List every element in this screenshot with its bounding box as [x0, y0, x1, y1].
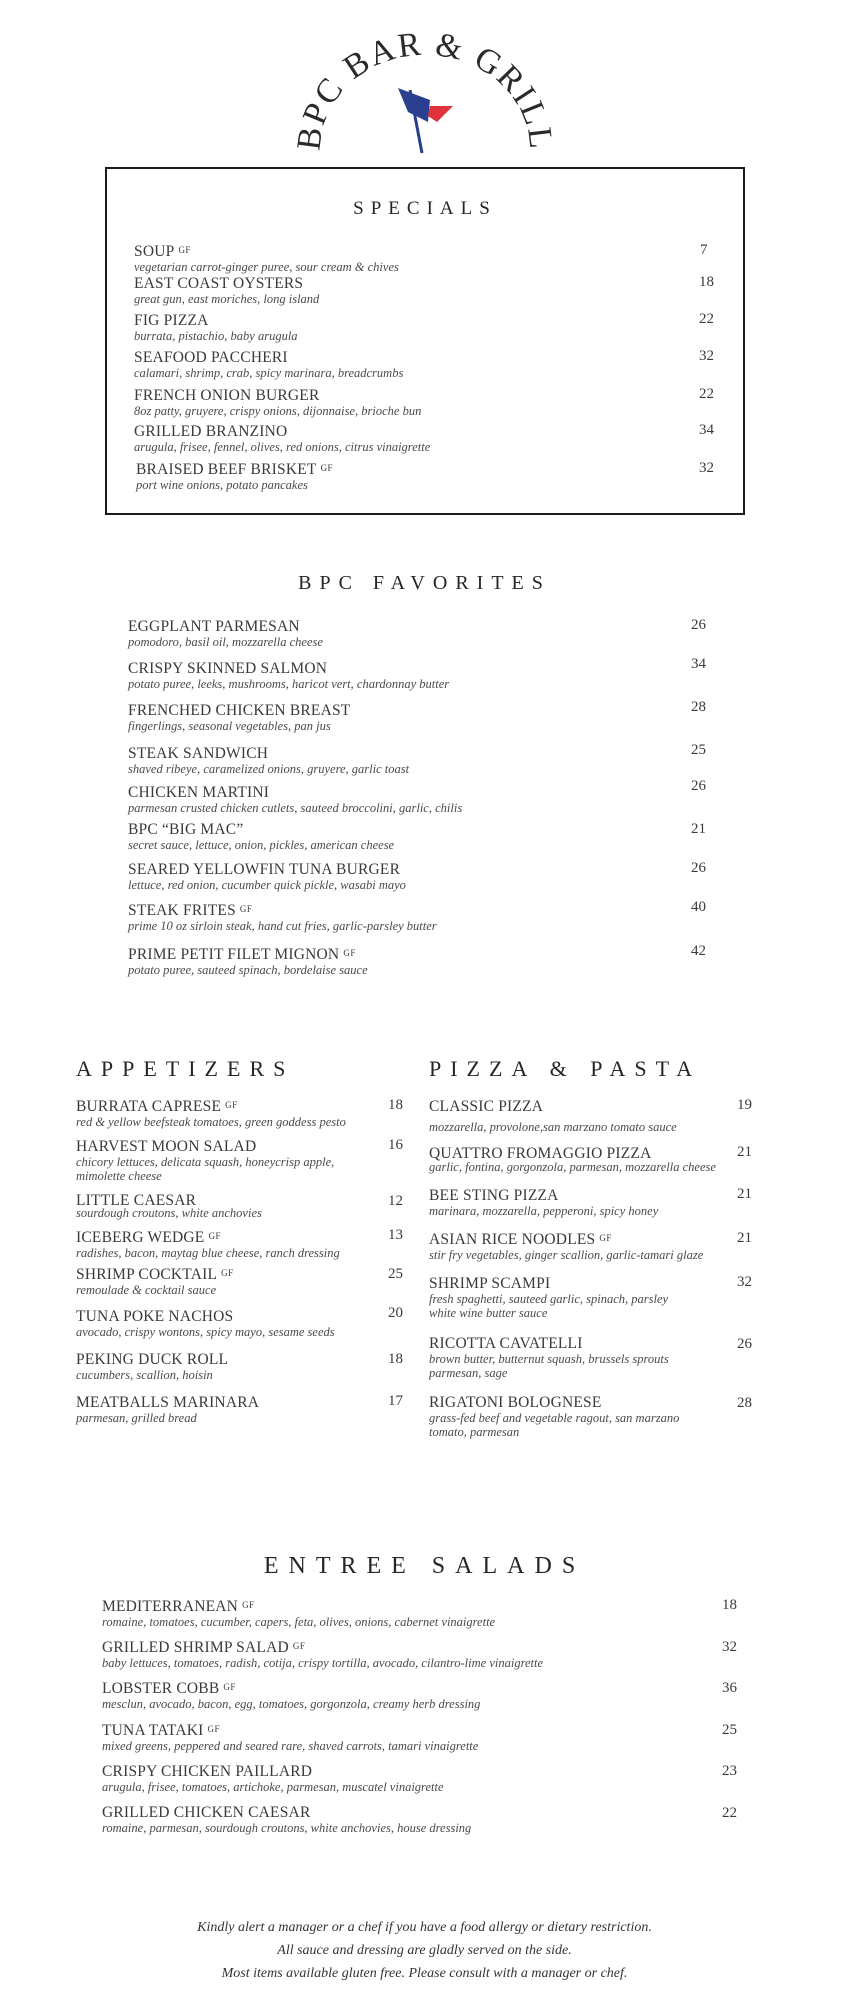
list-item: [128, 617, 323, 649]
item-name: SEARED YELLOWFIN TUNA BURGER: [128, 861, 401, 878]
list-item: [76, 1265, 234, 1297]
item-price: 42: [691, 943, 706, 959]
list-item: [128, 901, 437, 933]
item-description: remoulade & cocktail sauce: [76, 1283, 217, 1297]
item-name: HARVEST MOON SALAD: [76, 1138, 257, 1155]
item-price: 19: [737, 1097, 752, 1113]
favorites-title: BPC FAVORITES: [298, 572, 551, 594]
list-item: [128, 701, 354, 733]
item-description: arugula, frisee, fennel, olives, red onions, citrus vinaigrette: [134, 440, 431, 454]
item-price: 25: [691, 742, 706, 758]
item-name: EGGPLANT PARMESAN: [128, 618, 300, 635]
item-name: EAST COAST OYSTERS: [134, 275, 304, 292]
list-item: [429, 1144, 716, 1174]
list-item: [102, 1721, 478, 1753]
item-name: FRENCH ONION BURGER: [134, 387, 320, 404]
item-name: FIG PIZZA: [134, 312, 209, 329]
item-name: BPC “BIG MAC”: [128, 821, 244, 838]
item-name: SHRIMP COCKTAIL: [76, 1266, 218, 1283]
item-price: 36: [722, 1680, 737, 1696]
item-name: PEKING DUCK ROLL: [76, 1351, 229, 1368]
list-item: [134, 311, 298, 343]
item-price: 18: [699, 274, 714, 290]
item-price: 32: [699, 460, 714, 476]
item-price: 22: [699, 386, 714, 402]
list-item: [76, 1097, 346, 1129]
gf-badge: GF: [223, 1682, 236, 1692]
item-description: 8oz patty, gruyere, crispy onions, dijonnaise, brioche bun: [134, 404, 422, 418]
item-price: 13: [388, 1227, 403, 1243]
gf-badge: GF: [225, 1100, 238, 1110]
item-price: 16: [388, 1137, 403, 1153]
item-name: ASIAN RICE NOODLES: [429, 1231, 596, 1248]
item-name: ICEBERG WEDGE: [76, 1229, 205, 1246]
item-price: 26: [691, 860, 706, 876]
item-description: radishes, bacon, maytag blue cheese, ranch dressing: [76, 1246, 340, 1260]
item-description: burrata, pistachio, baby arugula: [134, 329, 298, 343]
list-item: [429, 1097, 677, 1134]
list-item: [76, 1191, 262, 1220]
list-item: [134, 386, 421, 418]
list-item: [128, 860, 406, 892]
gf-badge: GF: [242, 1600, 255, 1610]
item-description: port wine onions, potato pancakes: [136, 478, 308, 492]
item-name: FRENCHED CHICKEN BREAST: [128, 702, 351, 719]
item-name: CRISPY SKINNED SALMON: [128, 660, 328, 677]
item-name: LOBSTER COBB: [102, 1680, 220, 1697]
item-description: potato puree, sauteed spinach, bordelaise sauce: [128, 963, 368, 977]
gf-badge: GF: [207, 1724, 220, 1734]
item-price: 32: [722, 1639, 737, 1655]
item-description: avocado, crispy wontons, spicy mayo, sesame seeds: [76, 1325, 335, 1339]
appetizers-title: APPETIZERS: [76, 1056, 295, 1081]
list-item: [136, 460, 333, 492]
item-price: 18: [722, 1597, 737, 1613]
item-price: 25: [388, 1266, 403, 1282]
item-description: baby lettuces, tomatoes, radish, cotija, crispy tortilla, avocado, cilantro-lime vinaigrette: [102, 1656, 544, 1670]
item-name: TUNA POKE NACHOS: [76, 1308, 234, 1325]
list-item: [429, 1274, 689, 1320]
gf-badge: GF: [178, 245, 191, 255]
gf-badge: GF: [292, 1641, 306, 1651]
item-price: 23: [722, 1763, 737, 1779]
item-name: GRILLED SHRIMP SALAD: [102, 1639, 289, 1656]
item-price: 28: [737, 1395, 752, 1411]
item-price: 12: [388, 1193, 403, 1209]
item-name: CLASSIC PIZZA: [429, 1098, 544, 1115]
list-item: [102, 1803, 471, 1835]
item-description: parmesan, grilled bread: [76, 1411, 197, 1425]
list-item: [128, 744, 409, 776]
item-name: MEDITERRANEAN: [102, 1598, 239, 1615]
item-description: shaved ribeye, caramelized onions, gruyere, garlic toast: [128, 762, 410, 776]
item-name: SHRIMP SCAMPI: [429, 1275, 551, 1292]
item-price: 28: [691, 699, 706, 715]
item-price: 26: [737, 1336, 752, 1352]
gf-badge: GF: [239, 904, 253, 914]
item-name: RIGATONI BOLOGNESE: [429, 1394, 602, 1411]
item-name: CHICKEN MARTINI: [128, 784, 270, 801]
item-name: RICOTTA CAVATELLI: [429, 1335, 583, 1352]
item-name: BEE STING PIZZA: [429, 1187, 559, 1204]
item-price: 40: [691, 899, 706, 915]
list-item: [76, 1307, 335, 1339]
item-description: secret sauce, lettuce, onion, pickles, american cheese: [128, 838, 395, 852]
specials-title: SPECIALS: [353, 198, 497, 219]
item-name: PRIME PETIT FILET MIGNON: [128, 946, 340, 963]
list-item: [429, 1230, 703, 1262]
item-description: prime 10 oz sirloin steak, hand cut fries, garlic-parsley butter: [128, 919, 437, 933]
item-price: 25: [722, 1722, 737, 1738]
item-description: vegetarian carrot-ginger puree, sour cream & chives: [134, 260, 399, 274]
list-item: [429, 1334, 699, 1380]
gf-badge: GF: [221, 1268, 234, 1278]
list-item: [102, 1597, 495, 1629]
item-price: 34: [691, 656, 706, 672]
item-description: stir fry vegetables, ginger scallion, garlic-tamari glaze: [429, 1248, 704, 1262]
footer-line-2: All sauce and dressing are gladly served on the side.: [277, 1943, 572, 1958]
item-description: parmesan crusted chicken cutlets, sauteed broccolini, garlic, chilis: [128, 801, 463, 815]
item-price: 7: [700, 242, 708, 258]
list-item: [134, 422, 430, 454]
item-description: fingerlings, seasonal vegetables, pan jus: [128, 719, 331, 733]
item-description: romaine, parmesan, sourdough croutons, white anchovies, house dressing: [102, 1821, 472, 1835]
item-description: great gun, east moriches, long island: [134, 292, 320, 306]
item-description: mozzarella, provolone,san marzano tomato sauce: [429, 1120, 677, 1134]
list-item: [134, 242, 399, 274]
list-item: [134, 274, 319, 306]
item-description: arugula, frisee, tomatoes, artichoke, parmesan, muscatel vinaigrette: [102, 1780, 444, 1794]
item-description: garlic, fontina, gorgonzola, parmesan, mozzarella cheese: [429, 1160, 716, 1174]
item-description: fresh spaghetti, sauteed garlic, spinach, parsley white wine butter sauce: [429, 1292, 669, 1320]
pizza-pasta-title: PIZZA & PASTA: [429, 1056, 702, 1081]
item-price: 21: [737, 1230, 752, 1246]
item-price: 21: [737, 1186, 752, 1202]
gf-badge: GF: [320, 463, 334, 473]
brand-logo: [290, 20, 560, 160]
list-item: [102, 1638, 543, 1670]
gf-badge: GF: [343, 948, 356, 958]
item-price: 20: [388, 1305, 403, 1321]
item-name: SOUP: [134, 243, 175, 260]
item-price: 32: [699, 348, 714, 364]
item-name: GRILLED BRANZINO: [134, 423, 288, 440]
item-description: cucumbers, scallion, hoisin: [76, 1368, 213, 1382]
item-description: romaine, tomatoes, cucumber, capers, feta, olives, onions, cabernet vinaigrette: [102, 1615, 496, 1629]
list-item: [102, 1679, 480, 1711]
item-description: lettuce, red onion, cucumber quick pickle, wasabi mayo: [128, 878, 406, 892]
item-price: 26: [691, 778, 706, 794]
item-name: STEAK FRITES: [128, 902, 236, 919]
brand-name: BPC BAR & GRILL: [290, 25, 560, 153]
item-name: TUNA TATAKI: [102, 1722, 204, 1739]
item-description: chicory lettuces, delicata squash, honeycrisp apple, mimolette cheese: [76, 1155, 335, 1183]
item-name: CRISPY CHICKEN PAILLARD: [102, 1763, 313, 1780]
gf-badge: GF: [599, 1233, 612, 1243]
item-name: BRAISED BEEF BRISKET: [136, 461, 317, 478]
item-price: 34: [699, 422, 714, 438]
item-description: sourdough croutons, white anchovies: [76, 1206, 262, 1220]
item-description: red & yellow beefsteak tomatoes, green goddess pesto: [76, 1115, 346, 1129]
list-item: [128, 659, 449, 691]
item-name: LITTLE CAESAR: [76, 1192, 197, 1209]
item-price: 22: [699, 311, 714, 327]
list-item: [76, 1350, 232, 1382]
footer-line-3: Most items available gluten free. Please consult with a manager or chef.: [221, 1966, 628, 1981]
item-description: mixed greens, peppered and seared rare, shaved carrots, tamari vinaigrette: [102, 1739, 479, 1753]
list-item: [429, 1393, 694, 1439]
item-description: mesclun, avocado, bacon, egg, tomatoes, gorgonzola, creamy herb dressing: [102, 1697, 481, 1711]
item-description: brown butter, butternut squash, brussels sprouts parmesan, sage: [429, 1352, 669, 1380]
item-price: 32: [737, 1274, 752, 1290]
footer-line-1: Kindly alert a manager or a chef if you have a food allergy or dietary restriction.: [197, 1920, 652, 1935]
list-item: [128, 783, 462, 815]
item-name: BURRATA CAPRESE: [76, 1098, 222, 1115]
list-item: [429, 1186, 658, 1218]
entree-salads-title: ENTREE SALADS: [263, 1553, 586, 1579]
item-price: 22: [722, 1805, 737, 1821]
item-description: pomodoro, basil oil, mozzarella cheese: [128, 635, 323, 649]
list-item: [76, 1393, 263, 1425]
item-price: 17: [388, 1393, 403, 1409]
item-name: STEAK SANDWICH: [128, 745, 269, 762]
allergy-notice: [0, 1916, 849, 1985]
item-name: QUATTRO FROMAGGIO PIZZA: [429, 1145, 652, 1162]
gf-badge: GF: [208, 1231, 221, 1241]
item-description: grass-fed beef and vegetable ragout, san marzano tomato, parmesan: [429, 1411, 680, 1439]
item-description: calamari, shrimp, crab, spicy marinara, breadcrumbs: [134, 366, 404, 380]
list-item: [128, 820, 394, 852]
item-name: MEATBALLS MARINARA: [76, 1394, 260, 1411]
list-item: [76, 1137, 346, 1183]
item-name: SEAFOOD PACCHERI: [134, 349, 288, 366]
item-name: GRILLED CHICKEN CAESAR: [102, 1804, 311, 1821]
list-item: [134, 348, 403, 380]
flag-icon: [398, 88, 453, 153]
item-price: 21: [737, 1144, 752, 1160]
item-description: marinara, mozzarella, pepperoni, spicy honey: [429, 1204, 659, 1218]
item-price: 18: [388, 1351, 403, 1367]
item-price: 21: [691, 821, 706, 837]
list-item: [76, 1228, 340, 1260]
list-item: [102, 1762, 444, 1794]
item-description: potato puree, leeks, mushrooms, haricot vert, chardonnay butter: [128, 677, 450, 691]
list-item: [128, 945, 368, 977]
item-price: 26: [691, 617, 706, 633]
item-price: 18: [388, 1097, 403, 1113]
